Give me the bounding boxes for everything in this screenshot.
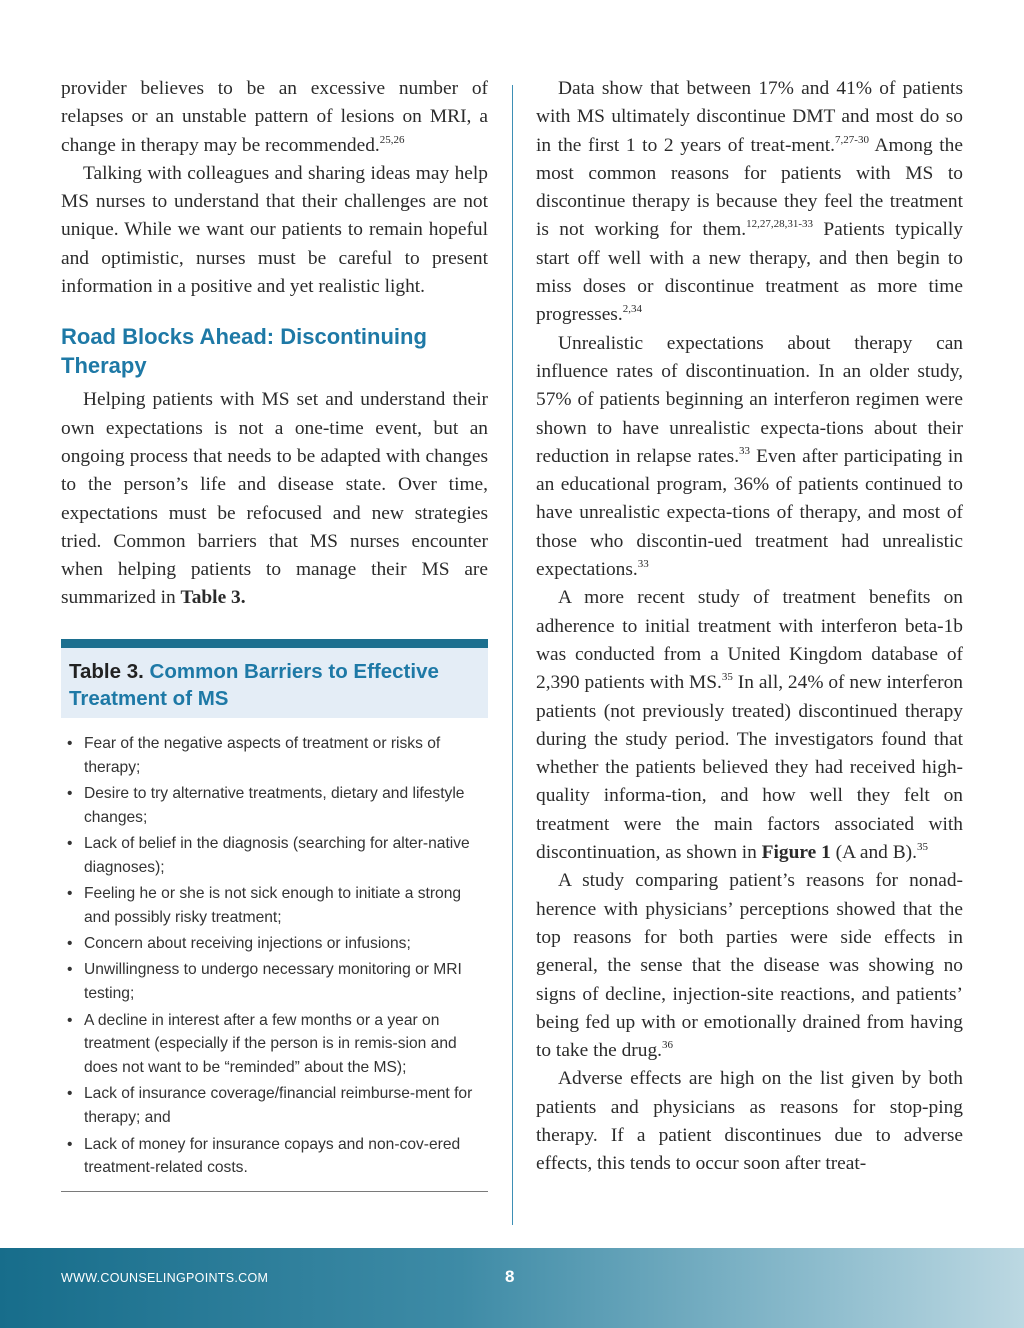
list-item-text: Desire to try alternative treatments, dietary and lifestyle changes; bbox=[84, 784, 465, 826]
paragraph bbox=[536, 584, 963, 867]
bullet-icon: • bbox=[67, 1135, 73, 1153]
table-label: Table 3. bbox=[69, 659, 144, 683]
paragraph-text: provider believes to be an excessive number of relapses or an unstable pattern of lesions on MRI, a change in therapy may be recommended. bbox=[61, 78, 488, 156]
citation: 12,27,28,31-33 bbox=[746, 218, 813, 231]
paragraph bbox=[61, 386, 488, 612]
table-top-bar bbox=[61, 639, 488, 648]
list-item bbox=[61, 1009, 488, 1080]
list-item bbox=[61, 732, 488, 780]
right-column bbox=[536, 75, 963, 1179]
paragraph bbox=[536, 330, 963, 585]
list-item-text: Feeling he or she is not sick enough to initiate a strong and possibly risky treatment; bbox=[84, 885, 462, 926]
bullet-icon: • bbox=[67, 961, 73, 979]
bullet-icon: • bbox=[67, 935, 73, 953]
bullet-icon: • bbox=[67, 784, 73, 802]
table-reference: Table 3. bbox=[180, 587, 246, 609]
paragraph-text: Patients typically start off well with a new therapy, and then begin to miss doses or discontinue treatment as more time progresses. bbox=[536, 219, 963, 326]
column-divider bbox=[512, 85, 513, 1225]
citation: 33 bbox=[739, 444, 751, 457]
paragraph: Talking with colleagues and sharing ideas may help MS nurses to understand that their challenges are not unique. While we want our patients to remain hopeful and optimistic, nurses must be careful to present information in a positive and yet realistic light. bbox=[61, 162, 488, 298]
paragraph: Adverse effects are high on the list given by both patients and physicians as reasons for stop-ping therapy. If a patient discontinues due to adverse effects, this tends to occur soon after treat- bbox=[536, 1068, 963, 1175]
list-item-text: Lack of belief in the diagnosis (searching for alter-native diagnoses); bbox=[84, 834, 470, 876]
list-item-text: A decline in interest after a few months or a year on treatment (especially if the person is in remis-sion and does not want to be “reminded” about the MS); bbox=[84, 1011, 457, 1077]
barrier-list bbox=[61, 732, 488, 1192]
list-item bbox=[61, 882, 488, 930]
table-title bbox=[61, 648, 488, 718]
list-item bbox=[61, 1082, 488, 1130]
list-item-text: Unwillingness to undergo necessary monitoring or MRI testing; bbox=[84, 961, 462, 1003]
table-3 bbox=[61, 639, 488, 1192]
list-item-text: Concern about receiving injections or infusions; bbox=[84, 935, 411, 953]
paragraph bbox=[536, 75, 963, 330]
bullet-icon: • bbox=[67, 834, 73, 852]
footer-bar bbox=[0, 1248, 1024, 1328]
bullet-icon: • bbox=[67, 734, 73, 752]
footer-url[interactable]: WWW.COUNSELINGPOINTS.COM bbox=[61, 1271, 269, 1285]
paragraph bbox=[61, 75, 488, 160]
paragraph bbox=[536, 867, 963, 1065]
list-item bbox=[61, 782, 488, 830]
paragraph-text: Among the most common reasons for patients with MS to discontinue therapy is because they feel the treatment is not working for them. bbox=[536, 134, 963, 241]
citation: 33 bbox=[637, 558, 649, 571]
list-item-text: Lack of money for insurance copays and non-cov-ered treatment-related costs. bbox=[84, 1135, 461, 1177]
citation: 25,26 bbox=[379, 133, 405, 146]
figure-reference: Figure 1 bbox=[761, 842, 831, 864]
list-item bbox=[61, 958, 488, 1006]
paragraph-text: In all, 24% of new interferon patients (not previously treated) discontinued therapy during the study period. The investigators found that whether the patients believed they had received high-quality informa-tion, and how well they felt on treatment were the main factors associated with discontinuation, as shown in bbox=[536, 672, 963, 864]
left-column bbox=[61, 75, 488, 1192]
list-item bbox=[61, 932, 488, 956]
bullet-icon: • bbox=[67, 1085, 73, 1103]
list-item bbox=[61, 832, 488, 880]
page-number: 8 bbox=[505, 1267, 515, 1286]
paragraph-text: A study comparing patient’s reasons for nonad-herence with physicians’ perceptions showed that the top reasons for both parties were side effects in general, the sense that the disease was showing no signs of decline, injection-site reactions, and patients’ being fed up with or emotionally drained from having to take the drug. bbox=[536, 870, 963, 1062]
table-title-text: Common Barriers to Effective Treatment of MS bbox=[69, 659, 439, 710]
citation: 2,34 bbox=[622, 303, 642, 316]
citation: 7,27-30 bbox=[835, 133, 869, 146]
citation: 35 bbox=[721, 671, 733, 684]
paragraph-text: Data show that between 17% and 41% of patients with MS ultimately discontinue DMT and most do so in the first 1 to 2 years of treat-ment. bbox=[536, 78, 963, 156]
citation: 36 bbox=[662, 1039, 674, 1052]
paragraph-text: Unrealistic expectations about therapy can influence rates of discontinuation. In an older study, 57% of patients beginning an interferon regimen were shown to have unrealistic expecta-tions about their reduction in relapse rates. bbox=[536, 332, 963, 467]
bullet-icon: • bbox=[67, 885, 73, 903]
paragraph-text: (A and B). bbox=[830, 842, 917, 864]
section-heading: Road Blocks Ahead: Discontinuing Therapy bbox=[61, 324, 427, 379]
list-item bbox=[61, 1133, 488, 1181]
citation: 35 bbox=[916, 841, 928, 854]
paragraph-text: Even after participating in an educational program, 36% of patients continued to have unrealistic expecta-tions of therapy, and most of those who discontin-ued treatment had unrealistic expectations. bbox=[536, 445, 963, 581]
bullet-icon: • bbox=[67, 1011, 73, 1029]
paragraph-text: Helping patients with MS set and understand their own expectations is not a one-time event, but an ongoing process that needs to be adapted with changes to the person’s life and disease state. Over time, expectations must be refocused and new strategies tried. Common barriers that MS nurses encounter when helping patients to manage their MS are summarized in bbox=[61, 389, 488, 609]
paragraph-text: A more recent study of treatment benefits on adherence to initial treatment with interferon beta-1b was conducted from a United Kingdom database of 2,390 patients with MS. bbox=[536, 587, 963, 694]
list-item-text: Fear of the negative aspects of treatment or risks of therapy; bbox=[84, 734, 441, 776]
list-item-text: Lack of insurance coverage/financial reimburse-ment for therapy; and bbox=[84, 1085, 473, 1127]
